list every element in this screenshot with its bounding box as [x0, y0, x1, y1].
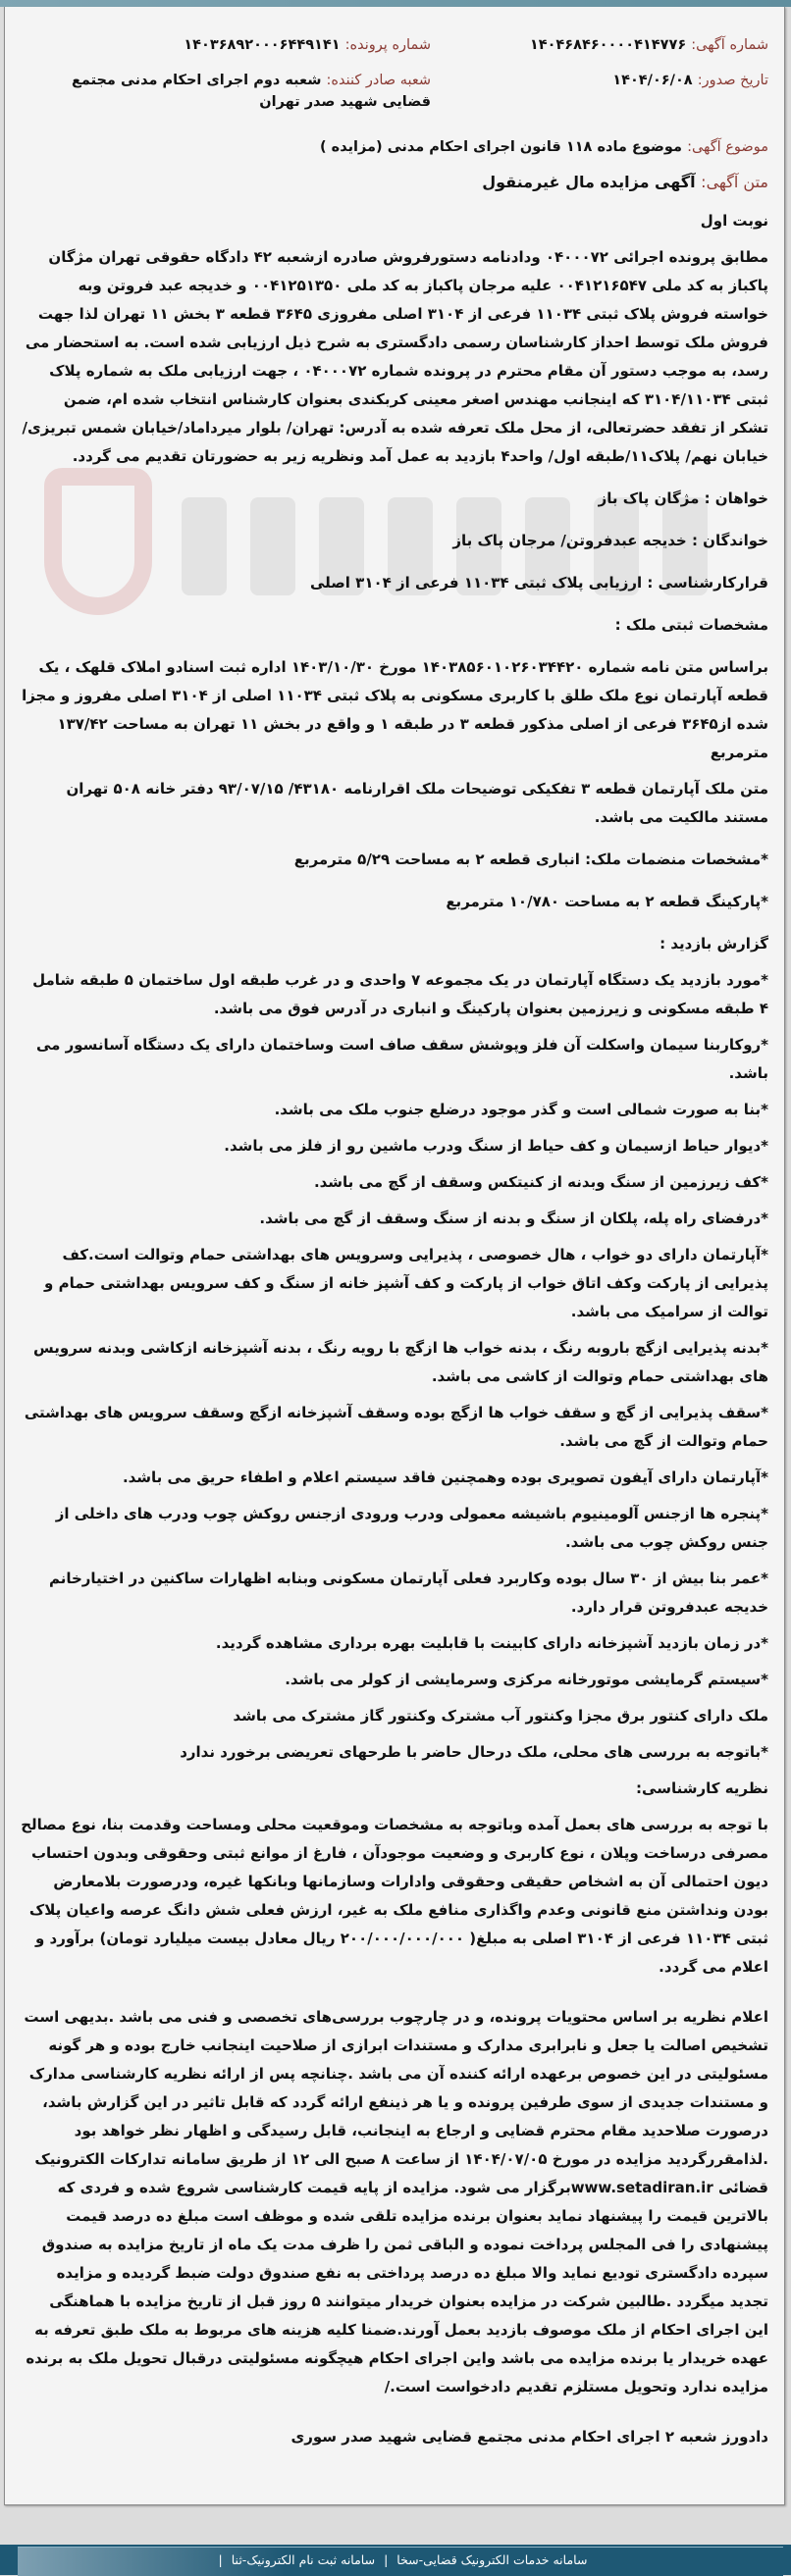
intro-paragraph: مطابق پرونده اجرائی ۰۴۰۰۰۷۲ ودادنامه دستورفروش صادره ازشعبه ۴۲ دادگاه حقوقی تهران مژگان پاکباز به کد ملی ۰۰۴۱۲۱۶۵۴۷ علیه مرجان پاکباز به کد ملی ۰۰۴۱۲۵۱۳۵۰ و خدیجه عبد فروتن وبه خواسته فروش پلاک ثبتی ۱۱۰۳۴ فرعی از ۳۱۰۴ اصلی مفروزی ۳۶۴۵ قطعه ۳ بخش ۱۱ تهران لذا جهت فروش ملک توسط احداز کارشناسان رسمی دادگستری به شرح ذیل ارزیابی شده است. به استحضار می رسد، به موجب دستور آن مقام محترم در پرونده شماره ۰۴۰۰۰۷۲ ، جهت ارزیابی ملک به شماره پلاک ثبتی ۳۱۰۴/۱۱۰۳۴ که اینجانب مهندس اصغر معینی کربکندی بعنوان کارشناس انتخاب شده ام، ضمن تشکر از تفقد حضرتعالی، از محل ملک تعرفه شده به آدرس: تهران/ بلوار میرداماد/خیابان شمس تبریزی/خیابان نهم/ پلاک۱۱/طبقه اول/ واحد۴ بازدید به عمل آمد ونظریه زیر به حضورتان تقدیم می گردد. — [22, 248, 768, 465]
expert-opinion: با توجه به بررسی های بعمل آمده وباتوجه به مشخصات وموقعیت محلی ومساحت وقدمت بنا، نوع مصالح مصرفی درساخت وپلان ، نوع کاربری و وضعیت موجودآن ، فارغ از موانع ثبتی وحقوقی وبدون احتساب دیون احتمالی آن به اشخاص حقیقی وحقوقی وادارات وسازمانها وبانکها غیره، ودرصورت بلامعارض بودن ونداشتن منع قانونی وعدم واگذاری منافع ملک به غیر، ارزش فعلی شش دانگ عرصه واعیان پلاک ثبتی ۱۱۰۳۴ فرعی از ۳۱۰۴ اصلی به مبلغ( ۲۰۰/۰۰۰/۰۰۰/۰۰۰ ریال معادل بیست میلیارد تومان) برآورد و اعلام می گردد. — [21, 1816, 768, 1976]
round-heading: نوبت اول — [700, 212, 768, 230]
visit-item: *پنجره ها ازجنس آلومینیوم باشیشه معمولی ودرب ورودی ازجنس روکش چوب ودرب های داخلی از جنس روکش چوب می باشد. — [55, 1505, 768, 1551]
ad-number-row — [445, 34, 768, 56]
status-area — [0, 2505, 791, 2545]
visit-item: *بنا به صورت شمالی است و گذر موجود درضلع جنوب ملک می باشد. — [274, 1101, 768, 1118]
visit-item: *آپارتمان دارای آیفون تصویری بوده وهمچنین فاقد سیستم اعلام و اطفاء حریق می باشد. — [122, 1468, 768, 1486]
visit-item: *روکاربنا سیمان واسکلت آن فلز وپوشش سقف صاف است وساختمان دارای یک دستگاه آسانسور می باشد. — [35, 1036, 768, 1082]
visit-item: *کف زیرزمین از سنگ وبدنه از کنیتکس وسقف از گچ می باشد. — [313, 1173, 768, 1191]
ad-number: ۱۴۰۴۶۸۴۶۰۰۰۰۴۱۴۷۷۶ — [529, 37, 687, 53]
sana-link[interactable]: سامانه ثبت نام الکترونیک-ثنا — [231, 2552, 376, 2567]
footer-bar — [0, 2545, 791, 2575]
visit-item: *درفضای راه پله، پلکان از سنگ و بدنه از سنگ وسقف از گچ می باشد. — [259, 1210, 768, 1227]
ad-panel — [4, 7, 785, 2505]
visit-item: *سقف پذیرایی از گچ و سقف خواب ها ازگچ بوده وسقف آشپزخانه ازگچ وسقف سرویس های بهداشتی حمام وتوالت از گچ می باشد. — [24, 1404, 768, 1450]
visit-report-heading: گزارش بازدید : — [659, 935, 768, 953]
case-number-label: شماره پرونده: — [344, 37, 431, 53]
footer-separator: | — [218, 2552, 223, 2567]
visit-item: *عمر بنا بیش از ۳۰ سال بوده وکاربرد فعلی آپارتمان مسکونی وبنابه اظهارات ساکنین در اختیارخانم خدیجه عبدفروتن قرار دارد. — [48, 1570, 768, 1616]
issue-date-label: تاریخ صدور: — [697, 73, 768, 88]
ad-number-label: شماره آگهی: — [691, 37, 768, 53]
visit-item: *مورد بازدید یک دستگاه آپارتمان در یک مجموعه ۷ واحدی و در غرب طبقه اول ساختمان ۵ طبقه شامل ۴ طبقه مسکونی و زیرزمین بعنوان پارکینگ و انباری در آدرس فوق می باشد. — [32, 971, 768, 1017]
signature: دادورز شعبه ۲ اجرای احکام مدنی مجتمع قضایی شهید صدر سوری — [290, 2428, 768, 2446]
subject: موضوع ماده ۱۱۸ قانون اجرای احکام مدنی (مزایده ) — [320, 139, 683, 155]
parking-details: *پارکینگ قطعه ۲ به مساحت ۱۰/۷۸۰ مترمربع — [446, 893, 768, 910]
text-label: متن آگهی: — [701, 173, 768, 191]
visit-item: *سیستم گرمایشی موتورخانه مرکزی وسرمایشی از کولر می باشد. — [285, 1671, 768, 1688]
visit-item: ملک دارای کنتور برق مجزا وکنتور آب مشترک وکنتور گاز مشترک می باشد — [233, 1707, 768, 1725]
top-bar — [0, 0, 791, 7]
footer-links — [18, 2547, 783, 2576]
ad-body — [21, 207, 768, 2451]
visit-item: *دیوار حیاط ازسیمان و کف حیاط از سنگ ودرب ماشین رو از فلز می باشد. — [224, 1137, 768, 1155]
case-number-row — [21, 34, 431, 56]
ownership-details: متن ملک آپارتمان قطعه ۳ تفکیکی توضیحات ملک اقرارنامه ۴۳۱۸۰/ ۹۳/۰۷/۱۵ دفتر خانه ۵۰۸ تهران مستند مالکیت می باشد. — [66, 780, 768, 826]
issuer-label: شعبه صادر کننده: — [326, 73, 431, 88]
auction-terms: اعلام نظریه بر اساس محتویات پرونده، و در چارچوب بررسی‌های تخصصی و فنی می باشد .بدیهی است تشخیص اصالت یا جعل و نابرابری مدارک و مستندات ابرازی از صلاحیت اینجانب خارج بوده و هر گونه مسئولیتی در این خصوص برعهده ارائه کننده آن می باشد .چنانچه پس از ارائه نظریه کارشناسی مدارک و مستندات جدیدی از سوی طرفین پرونده و یا هر ذینفع ارائه گردد که قابل تاثیر در این گزارش باشد، درصورت صلاحدید مقام محترم قضایی و ارجاع به اینجانب، قابل رسیدگی و اظهار نظر خواهد بود .لذامقررگردید مزایده در مورخ ۱۴۰۴/۰۷/۰۵ از ساعت ۸ صبح الی ۱۲ از طریق سامانه تدارکات الکترونیک قضائی www.setadiran.irبرگزار می شود. مزایده از پایه قیمت کارشناسی شروع شده و فردی که بالاترین قیمت را پیشنهاد نماید بعنوان برنده مزایده تلقی شده و موظف است مبلغ ده درصد قیمت پیشنهادی را فی المجلس پرداخت نموده و الباقی ثمن را ظرف مدت یک ماه از تاریخ مزایده به صندوق سپرده دادگستری تودیع نماید والا مبلغ ده درصد پرداختی به نفع صندوق دولت ضبط گردیده و مزایده تجدید میگردد .طالبین شرکت در مزایده بعنوان خریدار میتوانند ۵ روز قبل از تاریخ مزایده با هماهنگی این اجرای احکام از ملک موصوف بازدید بعمل آورند.ضمنا کلیه هزینه های مربوط به ملک طبق تعرفه به عهده خریدار یا برنده مزایده می باشد واین اجرای احکام هیچگونه مسئولیتی درقبال تحویل ملک به برنده مزایده ندارد وتحویل مستلزم تقدیم دادخواست است./ — [24, 2008, 768, 2396]
plaintiff: خواهان : مژگان پاک باز — [598, 489, 768, 507]
subject-row — [21, 136, 768, 158]
registration-heading: مشخصات ثبتی ملک : — [614, 616, 768, 634]
issue-date: ۱۴۰۴/۰۶/۰۸ — [612, 73, 693, 88]
registration-details: براساس متن نامه شماره ۱۴۰۳۸۵۶۰۱۰۲۶۰۳۴۴۲۰ مورخ ۱۴۰۳/۱۰/۳۰ اداره ثبت اسنادو املاک قلهک ، یک قطعه آپارتمان نوع ملک طلق با کاربری مسکونی به پلاک ثبتی ۱۱۰۳۴ اصلی از ۳۱۰۴ اصلی مفروز و مجزا شده از۳۶۴۵ فرعی از اصلی مذکور قطعه ۳ در طبقه ۱ و واقع در بخش ۱۱ تهران به مساحت ۱۳۷/۴۲ مترمربع — [22, 658, 768, 761]
text-title: آگهی مزایده مال غیرمنقول — [482, 173, 696, 191]
text-title-row — [21, 172, 768, 193]
issuer: شعبه دوم اجرای احکام مدنی مجتمع قضایی شهید صدر تهران — [71, 73, 431, 110]
subject-label: موضوع آگهی: — [687, 139, 768, 155]
footer-separator: | — [384, 2552, 389, 2567]
defendants: خواندگان : خدیجه عبدفروتن/ مرجان پاک باز — [452, 532, 768, 549]
ad-header — [21, 34, 768, 193]
sakha-link[interactable]: سامانه خدمات الکترونیک قضایی-سخا — [396, 2552, 588, 2567]
issuer-row — [21, 70, 431, 113]
expert-order: قرارکارشناسی : ارزیابی پلاک ثبتی ۱۱۰۳۴ فرعی از ۳۱۰۴ اصلی — [310, 574, 768, 592]
visit-item: *بدنه پذیرایی ازگچ باروبه رنگ ، بدنه خواب ها ازگچ با رویه رنگ ، بدنه آشپزخانه ازکاشی وبدنه سرویس های بهداشتی حمام وتوالت از کاشی می باشد. — [33, 1339, 768, 1385]
storage-details: *مشخصات منضمات ملک: انباری قطعه ۲ به مساحت ۵/۲۹ مترمربع — [293, 850, 768, 868]
visit-item: *آپارتمان دارای دو خواب ، هال خصوصی ، پذیرایی وسرویس های بهداشتی حمام وتوالت است.کف پذیرایی از پارکت وکف اتاق خواب از پارکت و کف آشپز خانه از سنگ و کف سرویس بهداشتی حمام و توالت از سرامیک می باشد. — [44, 1246, 768, 1320]
issue-date-row — [445, 70, 768, 113]
visit-item: *در زمان بازدید آشپزخانه دارای کابینت با قابلیت بهره برداری مشاهده گردید. — [215, 1634, 768, 1652]
visit-item: *باتوجه به بررسی های محلی، ملک درحال حاضر با طرحهای تعریضی برخورد ندارد — [180, 1743, 768, 1761]
expert-opinion-heading: نظریه کارشناسی: — [636, 1779, 768, 1797]
case-number: ۱۴۰۳۶۸۹۲۰۰۰۶۴۴۹۱۴۱ — [184, 37, 341, 53]
